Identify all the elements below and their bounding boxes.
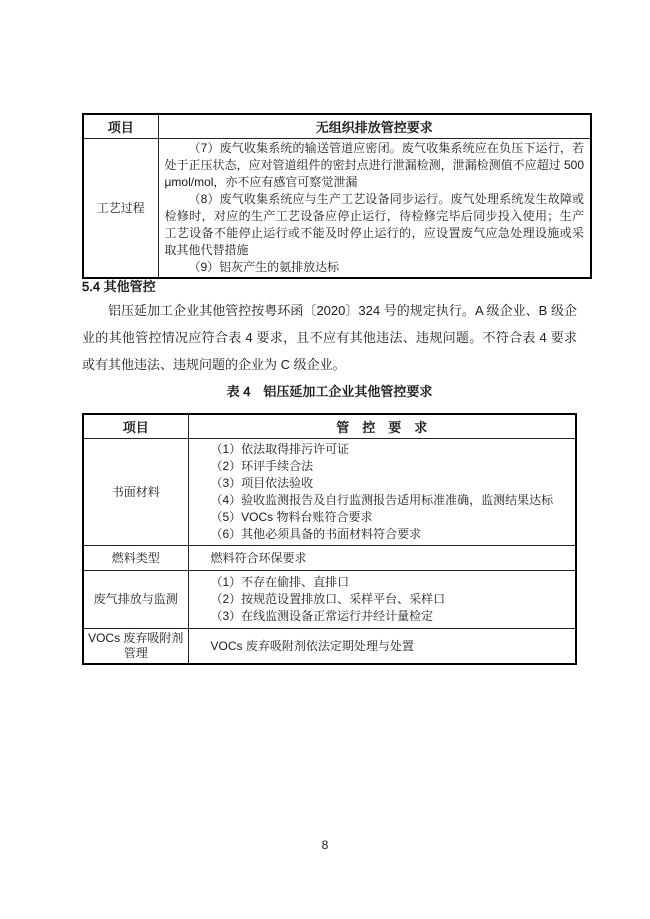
table-header-row — [83, 414, 576, 439]
t4-row2-content — [188, 546, 576, 571]
table-row-exhaust-monitoring — [83, 571, 576, 629]
table-row-fuel-type — [83, 546, 576, 571]
t4-row2-label: 燃料类型 — [83, 546, 188, 571]
t4-row3-item-3: （3）在线监测设备正常运行并经计量检定 — [210, 609, 434, 623]
t4-row1-label: 书面材料 — [83, 439, 188, 546]
table-row-vocs-adsorbent — [83, 629, 576, 665]
table-header-row — [83, 114, 591, 139]
unorganized-emission-control-table — [82, 113, 592, 279]
t1-header-item: 项目 — [83, 114, 158, 139]
t1-item-8: （8）废气收集系统应与生产工艺设备同步运行。废气处理系统发生故障或检修时，对应的生产工艺设备应停止运行，待检修完毕后同步投入使用；生产工艺设备不能停止运行或不能及时停止运行的，应设置废气应急处理设施或采取其他代替措施 — [164, 192, 584, 257]
section-heading: 5.4 其他管控 — [82, 279, 156, 294]
t4-row3-content — [188, 571, 576, 629]
t4-row1-item-6: （6）其他必须具备的书面材料符合要求 — [210, 527, 422, 541]
table-row-written-materials — [83, 439, 576, 546]
t1-row-content — [158, 139, 591, 279]
table4-caption: 表 4 铝压延加工企业其他管控要求 — [226, 384, 433, 399]
t4-row1-content — [188, 439, 576, 546]
t1-row-label: 工艺过程 — [83, 139, 158, 279]
other-control-requirements-table — [82, 413, 577, 665]
t4-row4-item-1: VOCs 废弃吸附剂依法定期处理与处置 — [210, 638, 414, 653]
t4-row4-content — [188, 629, 576, 665]
t4-row1-item-2: （2）环评手续合法 — [210, 459, 314, 473]
t4-row1-item-1: （1）依法取得排污许可证 — [210, 442, 350, 456]
t1-header-requirements: 无组织排放管控要求 — [158, 114, 591, 139]
t4-row2-item-1: 燃料符合环保要求 — [210, 550, 307, 565]
t1-item-7: （7）废气收集系统的输送管道应密闭。废气收集系统应在负压下运行，若处于正压状态，应对管道组件的密封点进行泄漏检测，泄漏检测值不应超过 500 μmol/mol，亦不应有感官可察觉泄漏 — [164, 141, 584, 189]
t4-row1-item-3: （3）项目依法验收 — [210, 476, 314, 490]
t4-row3-label: 废气排放与监测 — [83, 571, 188, 629]
section-paragraph: 铝压延加工企业其他管控按粤环函〔2020〕324 号的规定执行。A 级企业、B 级企业的其他管控情况应符合表 4 要求，且不应有其他违法、违规问题。不符合表 4 要求或有其他违法、违规问题的企业为 C 级企业。 — [82, 303, 577, 372]
t4-row1-item-5: （5）VOCs 物料台账符合要求 — [210, 510, 373, 524]
t4-row3-item-1: （1）不存在偷排、直排口 — [210, 575, 350, 589]
t4-row3-item-2: （2）按规范设置排放口、采样平台、采样口 — [210, 592, 446, 606]
t1-item-9: （9）铝灰产生的氨排放达标 — [188, 260, 340, 274]
t4-row1-item-4: （4）验收监测报告及自行监测报告适用标准准确，监测结果达标 — [210, 493, 554, 507]
t4-header-item: 项目 — [83, 414, 188, 439]
table-row — [83, 139, 591, 279]
t4-row4-label: VOCs 废弃吸附剂管理 — [83, 629, 188, 665]
page-number: 8 — [321, 838, 329, 852]
t4-header-requirements: 管 控 要 求 — [188, 414, 576, 439]
